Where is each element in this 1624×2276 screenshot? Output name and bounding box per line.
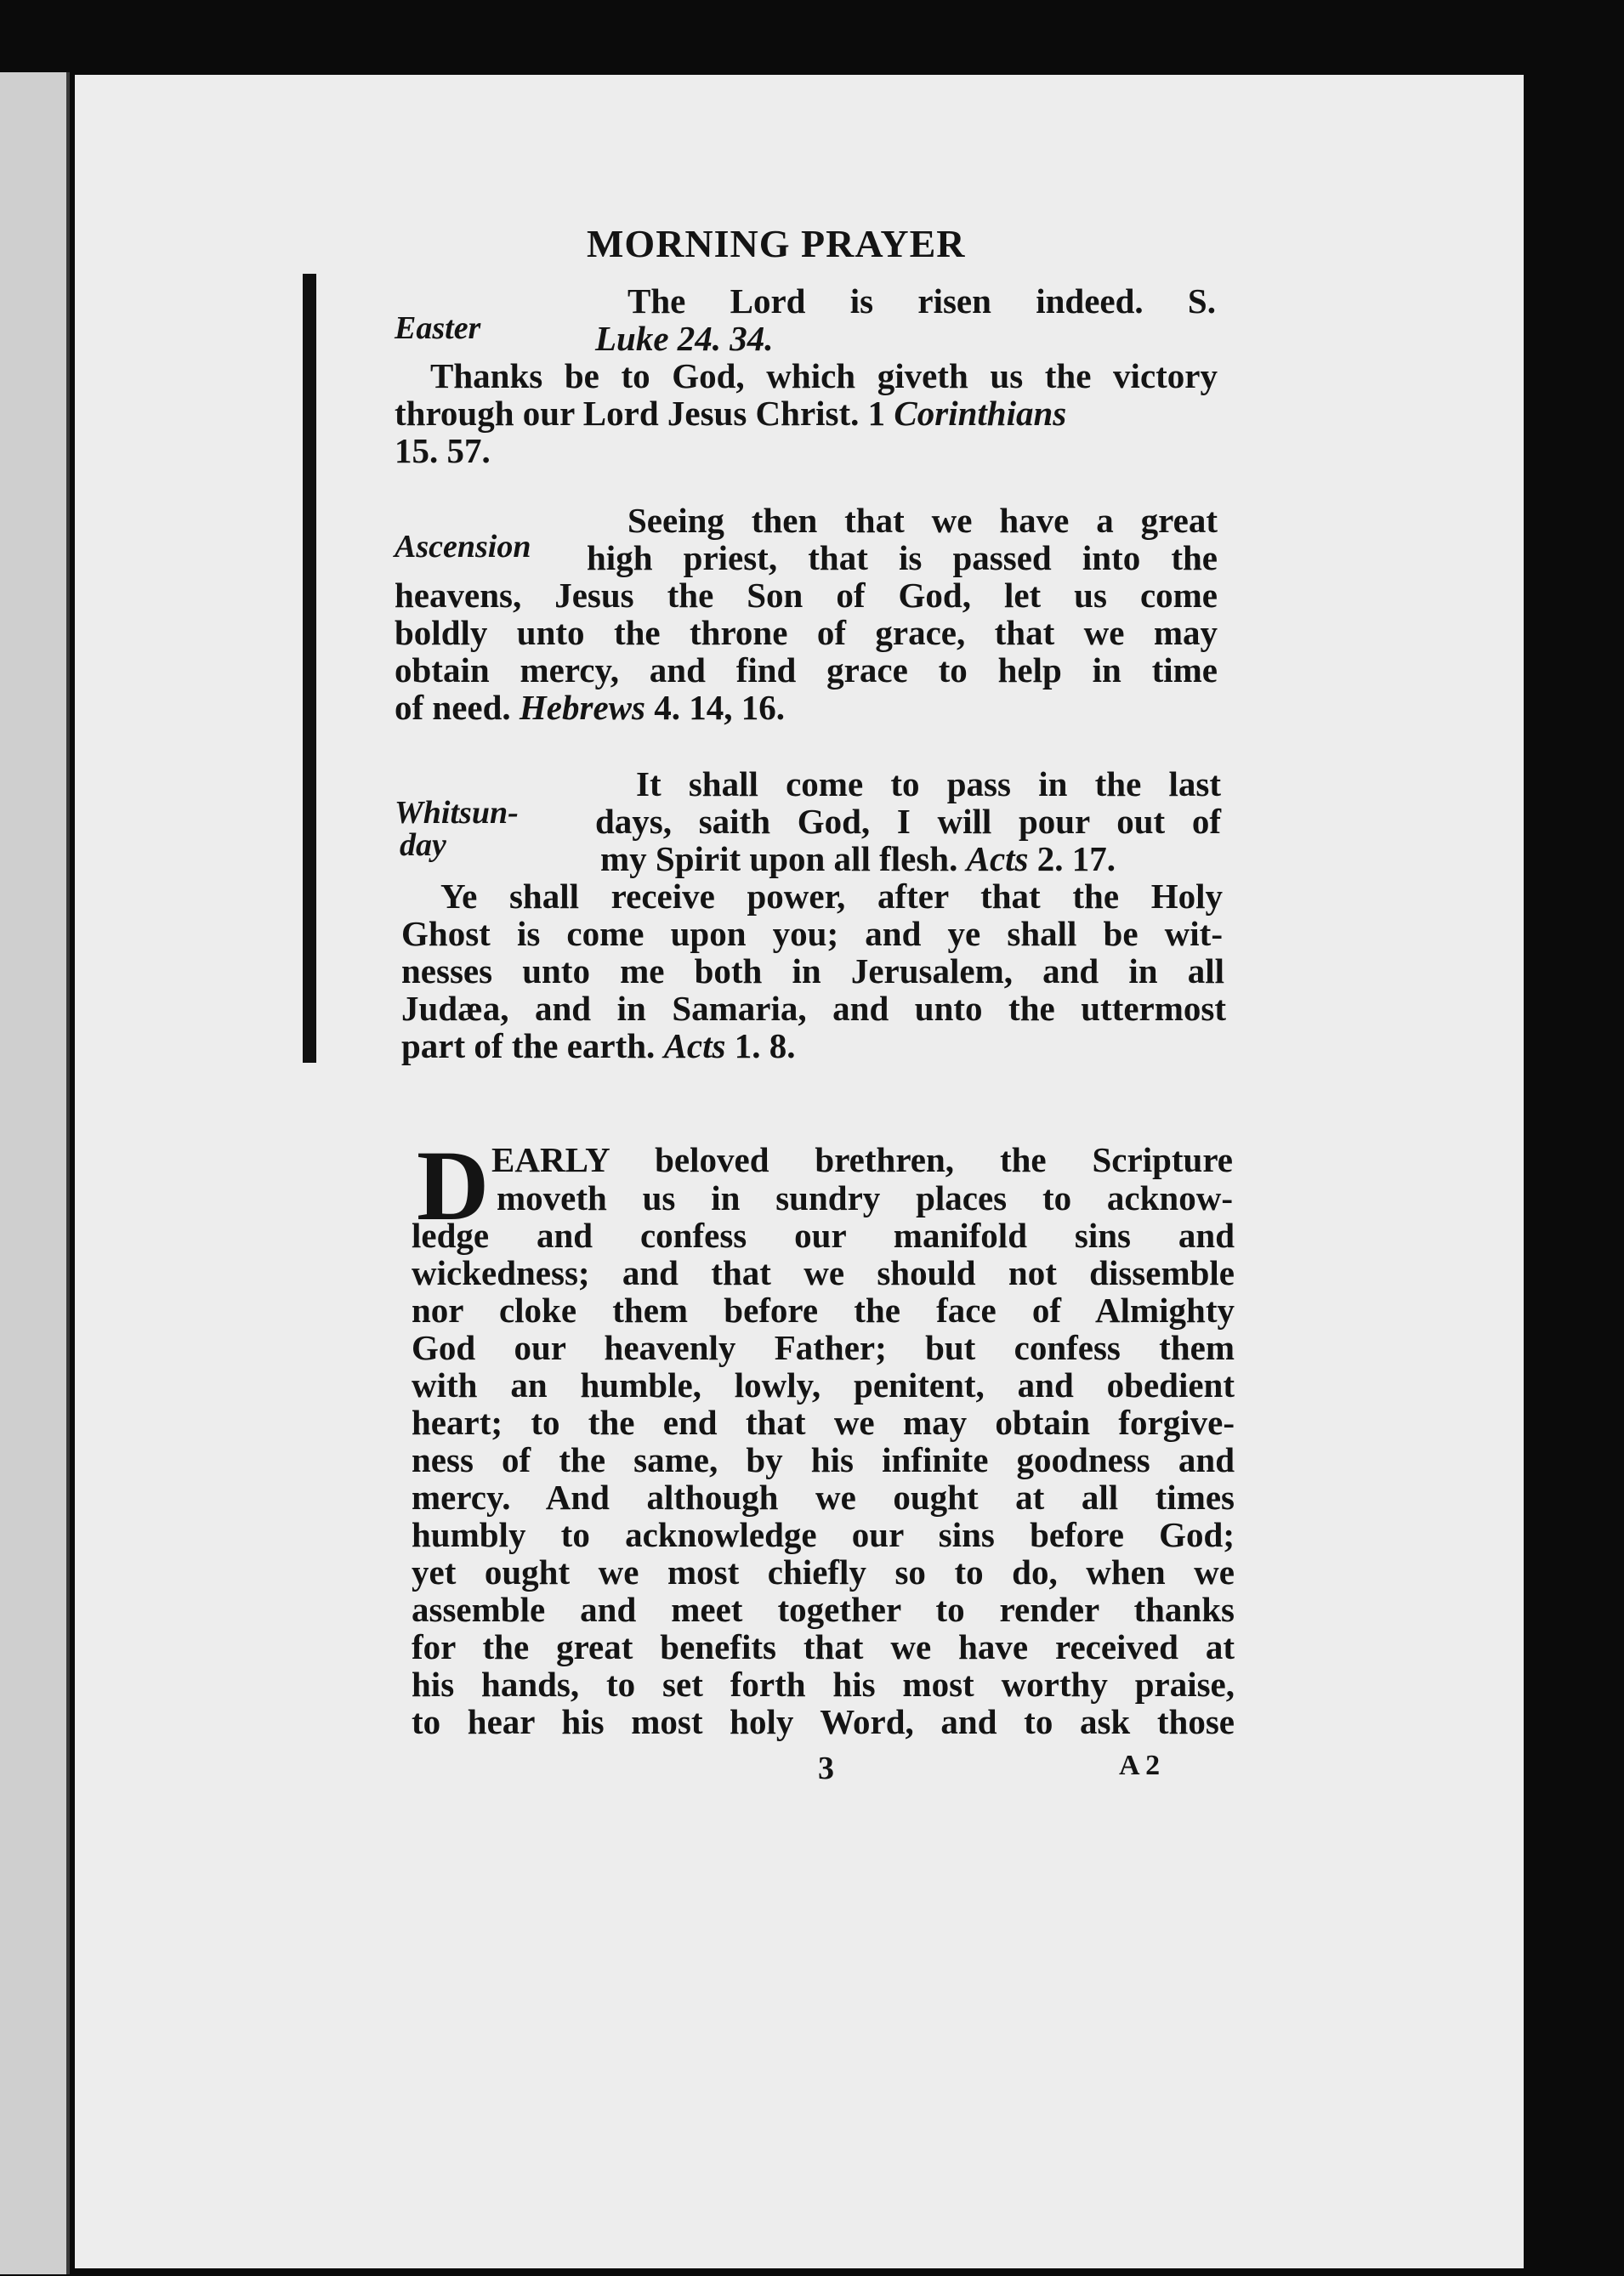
- exhortation-line-12: yet ought we most chiefly so to do, when we: [412, 1552, 1235, 1592]
- whitsunday-line-7: Judæa, and in Samaria, and unto the uttermost: [401, 989, 1226, 1028]
- margin-label-whitsun: Whitsun-: [395, 795, 519, 831]
- page-number: 3: [818, 1751, 834, 1786]
- whitsunday-line-1: It shall come to pass in the last: [636, 764, 1221, 803]
- margin-label-day: day: [400, 827, 446, 863]
- margin-label-ascension: Ascension: [395, 529, 531, 565]
- exhortation-line-16: to hear his most holy Word, and to ask those: [412, 1702, 1235, 1741]
- easter-line-5: 15. 57.: [395, 431, 491, 470]
- exhortation-line-3: ledge and confess our manifold sins and: [412, 1216, 1235, 1255]
- exhortation-line-2: moveth us in sundry places to acknow-: [497, 1178, 1233, 1217]
- exhortation-line-13: assemble and meet together to render thanks: [412, 1590, 1235, 1629]
- exhortation-line-14: for the great benefits that we have received at: [412, 1627, 1235, 1666]
- whitsunday-line-4: Ye shall receive power, after that the Holy: [440, 877, 1223, 916]
- marginal-rule: [303, 274, 316, 1063]
- exhortation-line-8: heart; to the end that we may obtain forgive-: [412, 1403, 1235, 1442]
- exhortation-line-4: wickedness; and that we should not dissemble: [412, 1253, 1235, 1292]
- ascension-line-1: Seeing then that we have a great: [627, 501, 1218, 540]
- easter-line-4: through our Lord Jesus Christ. 1 Corinthians: [395, 394, 1067, 433]
- exhortation-line-6: God our heavenly Father; but confess them: [412, 1328, 1235, 1367]
- whitsunday-line-2: days, saith God, I will pour out of: [595, 802, 1221, 841]
- whitsunday-line-3: my Spirit upon all flesh. Acts 2. 17.: [600, 839, 1116, 878]
- whitsunday-line-6: nesses unto me both in Jerusalem, and in all: [401, 951, 1224, 990]
- whitsunday-line-8: part of the earth. Acts 1. 8.: [401, 1026, 796, 1065]
- ascension-line-3: heavens, Jesus the Son of God, let us come: [395, 576, 1218, 615]
- margin-label-easter: Easter: [395, 310, 481, 346]
- easter-line-3: Thanks be to God, which giveth us the victory: [430, 356, 1218, 395]
- exhortation-line-15: his hands, to set forth his most worthy praise,: [412, 1665, 1235, 1704]
- whitsunday-line-5: Ghost is come upon you; and ye shall be wit-: [401, 914, 1223, 953]
- ascension-line-6: of need. Hebrews 4. 14, 16.: [395, 688, 785, 727]
- exhortation-line-11: humbly to acknowledge our sins before God;: [412, 1515, 1235, 1554]
- signature-mark: A 2: [1119, 1750, 1161, 1781]
- exhortation-line-10: mercy. And although we ought at all times: [412, 1478, 1235, 1517]
- page-heading: MORNING PRAYER: [587, 222, 966, 265]
- facing-page-edge: [0, 72, 70, 2274]
- exhortation-line-5: nor cloke them before the face of Almighty: [412, 1291, 1235, 1330]
- easter-line-2: Luke 24. 34.: [595, 319, 774, 358]
- exhortation-line-9: ness of the same, by his infinite goodness and: [412, 1440, 1235, 1479]
- ascension-line-5: obtain mercy, and find grace to help in time: [395, 650, 1218, 690]
- ascension-line-4: boldly unto the throne of grace, that we may: [395, 613, 1218, 652]
- easter-line-1: The Lord is risen indeed. S.: [627, 281, 1216, 321]
- drop-cap: D: [417, 1130, 490, 1241]
- exhortation-line-7: with an humble, lowly, penitent, and obedient: [412, 1365, 1235, 1405]
- ascension-line-2: high priest, that is passed into the: [587, 538, 1218, 577]
- exhortation-line-1: EARLY beloved brethren, the Scripture: [491, 1140, 1233, 1179]
